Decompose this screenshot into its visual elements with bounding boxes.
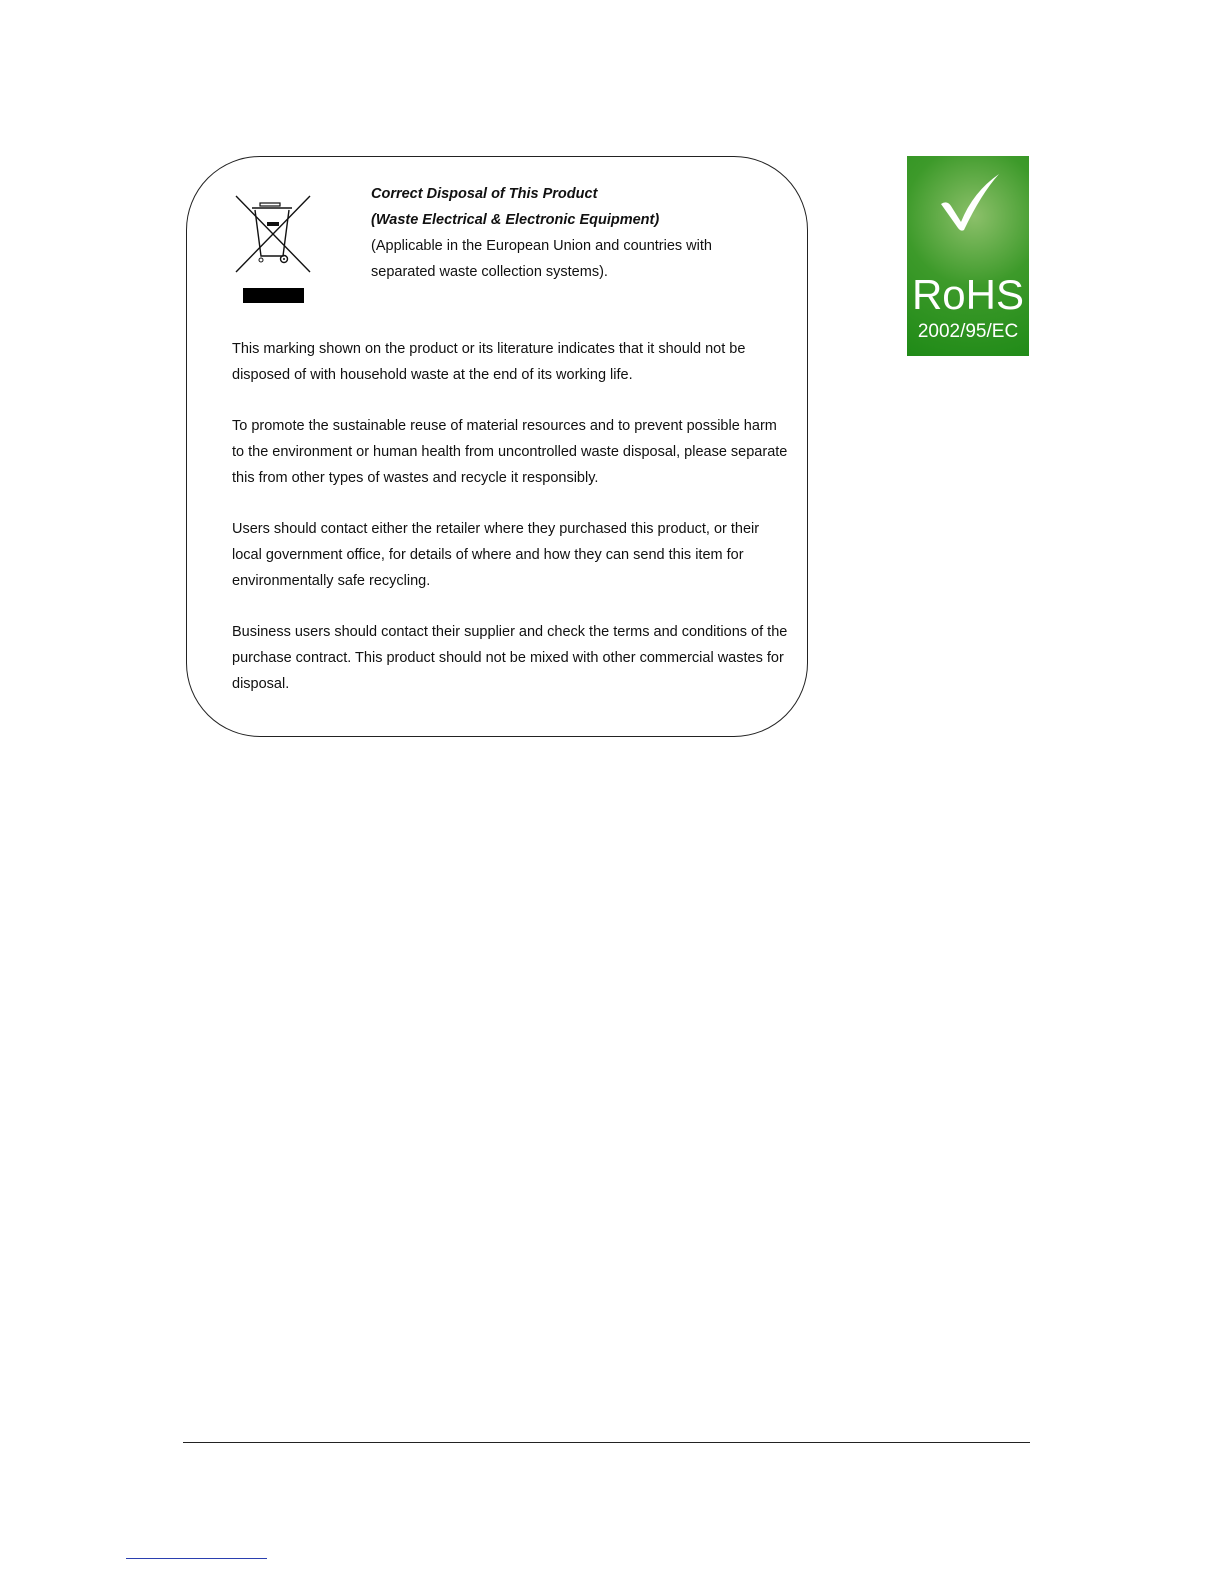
heading-applicability-1: (Applicable in the European Union and countries with: [371, 238, 712, 254]
heading-subtitle: (Waste Electrical & Electronic Equipment): [371, 212, 660, 228]
rohs-directive: 2002/95/EC: [917, 321, 1019, 342]
heading-applicability-2: separated waste collection systems).: [371, 264, 608, 280]
checkmark-icon: [937, 170, 1001, 234]
paragraph-users: Users should contact either the retailer where they purchased this product, or their local government office, for details of where and how they can send this item for environmentally safe recycling.: [232, 521, 760, 589]
weee-black-bar: [243, 288, 304, 303]
rohs-badge: [907, 156, 1029, 356]
weee-body: [232, 336, 792, 722]
crossed-out-wheelie-bin-icon: [232, 192, 314, 276]
paragraph-reuse: To promote the sustainable reuse of material resources and to prevent possible harm to the environment or human health from uncontrolled waste disposal, please separate this from other types of wastes and recycle it responsibly.: [232, 418, 788, 486]
footer-divider: [183, 1442, 1030, 1443]
weee-heading: [371, 181, 791, 285]
footer-link-underline: [126, 1558, 267, 1559]
paragraph-business: Business users should contact their supplier and check the terms and conditions of the purchase contract. This product should not be mixed with other commercial wastes for disposal.: [232, 624, 788, 692]
heading-title: Correct Disposal of This Product: [371, 186, 598, 202]
rohs-title: RoHS: [911, 271, 1025, 318]
paragraph-marking: This marking shown on the product or its literature indicates that it should not be disposed of with household waste at the end of its working life.: [232, 341, 746, 383]
